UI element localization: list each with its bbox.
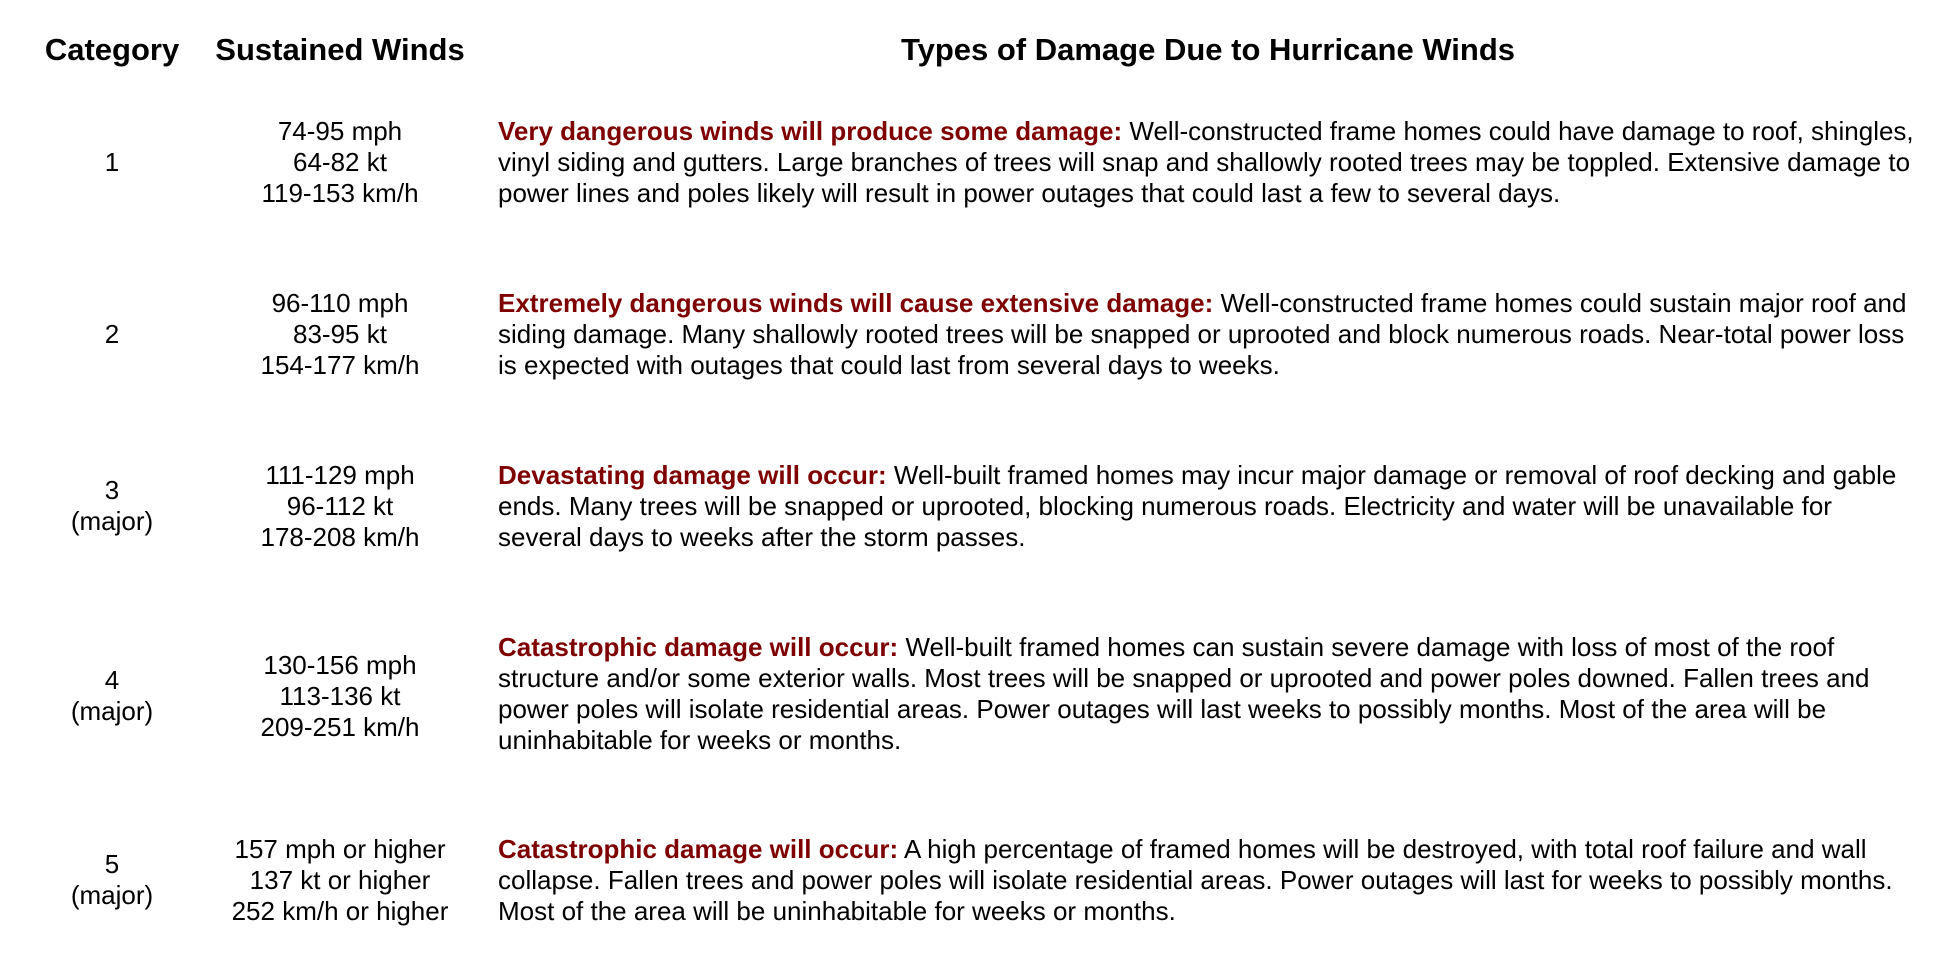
winds-kmh: 119-153 km/h (261, 178, 419, 208)
sustained-winds-cell (202, 116, 478, 209)
header-sustained-winds: Sustained Winds (215, 32, 465, 67)
winds-mph: 111-129 mph (265, 460, 415, 490)
winds-kmh: 178-208 km/h (260, 522, 420, 552)
damage-text: Well-constructed frame homes could sustain major roof and siding damage. Many shallowly rooted trees will be snapped or uprooted and block numerous roads. Near-total power loss is expected with outages that could last from several days to weeks. (498, 288, 1907, 380)
damage-lead: Extremely dangerous winds will cause extensive damage: (498, 288, 1214, 318)
category-number: 1 (104, 147, 120, 177)
winds-mph: 96-110 mph (271, 288, 409, 318)
damage-lead: Devastating damage will occur: (498, 460, 887, 490)
winds-mph: 130-156 mph (263, 650, 417, 680)
category-number: 5 (104, 849, 120, 879)
damage-lead: Catastrophic damage will occur: (498, 632, 899, 662)
header-types-of-damage: Types of Damage Due to Hurricane Winds (900, 32, 1516, 67)
winds-mph: 157 mph or higher (234, 834, 446, 864)
damage-description (498, 632, 1918, 756)
damage-lead: Catastrophic damage will occur: (498, 834, 899, 864)
winds-kt: 83-95 kt (293, 319, 387, 349)
winds-kt: 137 kt or higher (249, 865, 431, 895)
category-cell (22, 665, 202, 727)
category-number: 4 (104, 665, 120, 695)
damage-text: Well-constructed frame homes could have damage to roof, shingles, vinyl siding and gutters. Large branches of trees will snap and shallowly rooted trees may be toppled. Extensive damage to power lines and poles likely will result in power outages that could last a few to several days. (498, 116, 1914, 208)
damage-description (498, 116, 1918, 209)
sustained-winds-cell (202, 460, 478, 553)
damage-description (498, 288, 1918, 381)
winds-kmh: 252 km/h or higher (231, 896, 449, 926)
category-qualifier: (major) (70, 506, 154, 536)
category-number: 3 (104, 475, 120, 505)
winds-kmh: 154-177 km/h (260, 350, 420, 380)
damage-text: Well-built framed homes may incur major damage or removal of roof decking and gable ends. Many trees will be snapped or uprooted, blocking numerous roads. Electricity and water will be unavailable for several days to weeks after the storm passes. (498, 460, 1897, 552)
category-number: 2 (104, 319, 120, 349)
winds-kt: 113-136 kt (279, 681, 401, 711)
winds-kmh: 209-251 km/h (260, 712, 420, 742)
damage-description (498, 460, 1918, 553)
category-cell (22, 147, 202, 178)
damage-description (498, 834, 1918, 927)
sustained-winds-cell (202, 288, 478, 381)
category-qualifier: (major) (70, 880, 154, 910)
damage-text: Well-built framed homes can sustain severe damage with loss of most of the roof structure and/or some exterior walls. Most trees will be snapped or uprooted and power poles downed. Fallen trees and power poles will isolate residential areas. Power outages will last weeks to possibly months. Most of the area will be uninhabitable for weeks or months. (498, 632, 1870, 755)
category-cell (22, 319, 202, 350)
header-category: Category (44, 32, 180, 67)
winds-kt: 64-82 kt (293, 147, 387, 177)
category-cell (22, 475, 202, 537)
winds-mph: 74-95 mph (277, 116, 403, 146)
winds-kt: 96-112 kt (286, 491, 394, 521)
category-qualifier: (major) (70, 696, 154, 726)
sustained-winds-cell (202, 650, 478, 743)
category-cell (22, 849, 202, 911)
damage-text: A high percentage of framed homes will be destroyed, with total roof failure and wall collapse. Fallen trees and power poles will isolate residential areas. Power outages will last for weeks to possibly months. Most of the area will be uninhabitable for weeks or months. (498, 834, 1893, 926)
damage-lead: Very dangerous winds will produce some damage: (498, 116, 1123, 146)
sustained-winds-cell (202, 834, 478, 927)
